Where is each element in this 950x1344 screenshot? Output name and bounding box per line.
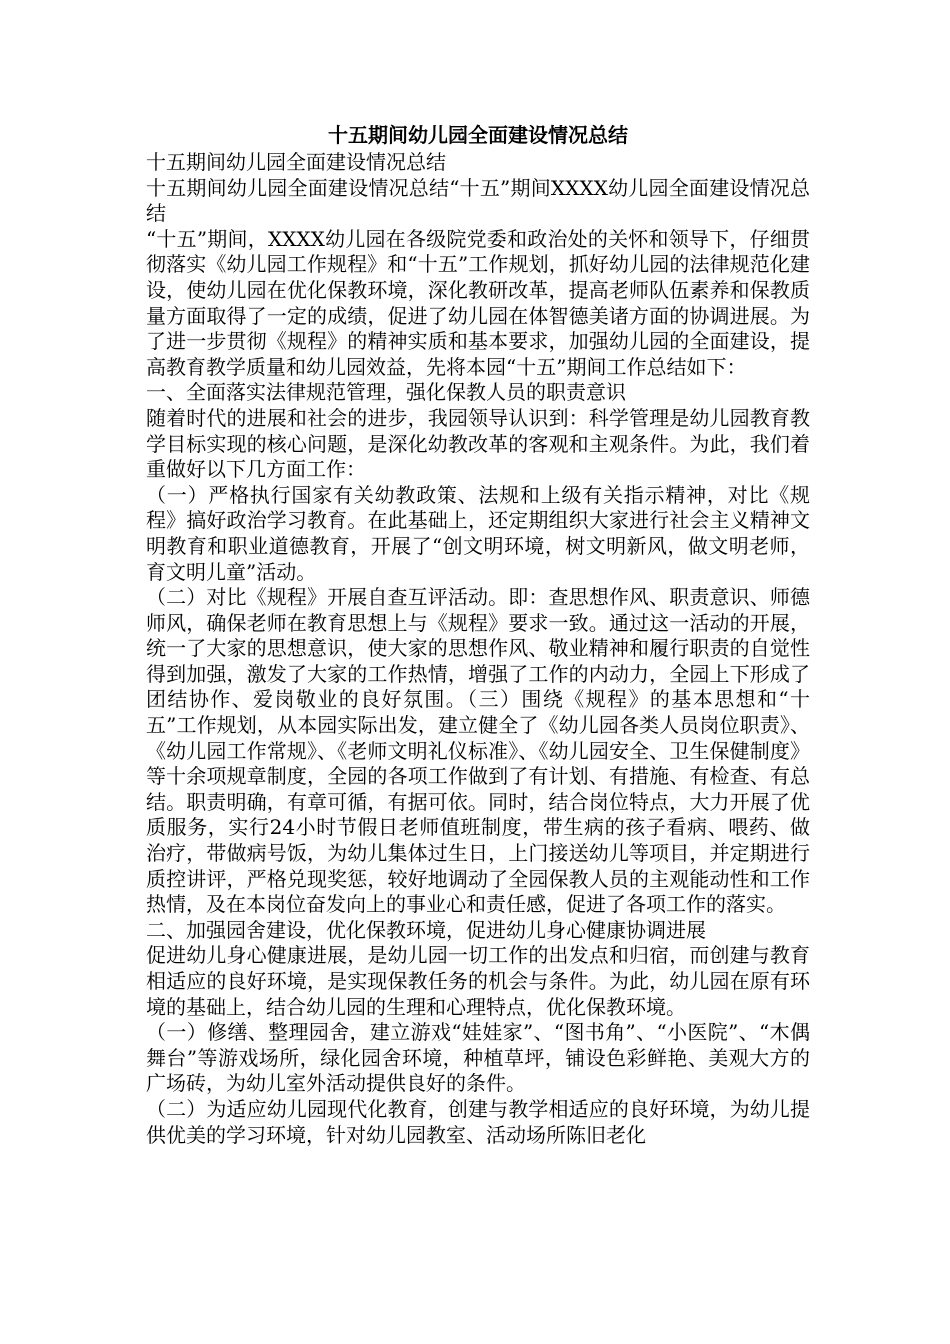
document-title: 十五期间幼儿园全面建设情况总结 xyxy=(328,123,628,147)
document-body xyxy=(146,120,810,1148)
paragraph-item-one: （一）严格执行国家有关幼教政策、法规和上级有关指示精神，对比《规程》搞好政治学习教育。在此基础上，还定期组织大家进行社会主义精神文明教育和职业道德教育，开展了“创文明环境，树文明新风，做文明老师，育文明儿童”活动。 xyxy=(146,482,810,584)
paragraph-management: 随着时代的进展和社会的进步，我园领导认识到：科学管理是幼儿园教育教学目标实现的核心问题，是深化幼教改革的客观和主观条件。为此，我们着重做好以下几方面工作： xyxy=(146,405,810,482)
paragraph-subtitle: 十五期间幼儿园全面建设情况总结 xyxy=(146,150,446,174)
paragraph-repeated-title: 十五期间幼儿园全面建设情况总结“十五”期间XXXX幼儿园全面建设情况总结 xyxy=(146,175,810,226)
paragraph-item-two-three: （二）对比《规程》开展自查互评活动。即：查思想作风、职责意识、师德师风，确保老师在教育思想上与《规程》要求一致。通过这一活动的开展，统一了大家的思想意识，使大家的思想作风、敬业精神和履行职责的自觉性得到加强，激发了大家的工作热情，增强了工作的内动力，全园上下形成了团结协作、爱岗敬业的良好氛围。（三）围绕《规程》的基本思想和“十五”工作规划，从本园实际出发，建立健全了《幼儿园各类人员岗位职责》、《幼儿园工作常规》、《老师文明礼仪标准》、《幼儿园安全、卫生保健制度》等十余项规章制度，全园的各项工作做到了有计划、有措施、有检查、有总结。职责明确，有章可循，有据可依。同时，结合岗位特点，大力开展了优质服务，实行24小时节假日老师值班制度，带生病的孩子看病、喂药、做治疗，带做病号饭，为幼儿集体过生日，上门接送幼儿等项目，并定期进行质控讲评，严格兑现奖惩，较好地调动了全园保教人员的主观能动性和工作热情，及在本岗位奋发向上的事业心和责任感，促进了各项工作的落实。 xyxy=(146,585,810,917)
paragraph-introduction: “十五”期间，XXXX幼儿园在各级院党委和政治处的关怀和领导下，仔细贯彻落实《幼儿园工作规程》和“十五”工作规划，抓好幼儿园的法律规范化建设，使幼儿园在优化保教环境，深化教研改革，提高老师队伍素养和保教质量方面取得了一定的成绩，促进了幼儿园在体智德美诸方面的协调进展。为了进一步贯彻《规程》的精神实质和基本要求，加强幼儿园的全面建设，提高教育教学质量和幼儿园效益，先将本园“十五”期间工作总结如下： xyxy=(146,226,810,379)
paragraph-environment: 促进幼儿身心健康进展，是幼儿园一切工作的出发点和归宿，而创建与教育相适应的良好环境，是实现保教任务的机会与条件。为此，幼儿园在原有环境的基础上，结合幼儿园的生理和心理特点，优化保教环境。 xyxy=(146,943,810,1019)
paragraph-renovation: （一）修缮、整理园舍，建立游戏“娃娃家”、“图书角”、“小医院”、“木偶舞台”等游戏场所，绿化园舍环境，种植草坪，铺设色彩鲜艳、美观大方的广场砖，为幼儿室外活动提供良好的条件。 xyxy=(146,1020,810,1096)
section-heading-two: 二、加强园舍建设，优化保教环境，促进幼儿身心健康协调进展 xyxy=(146,917,706,942)
paragraph-modernization: （二）为适应幼儿园现代化教育，创建与教学相适应的良好环境，为幼儿提供优美的学习环境，针对幼儿园教室、活动场所陈旧老化 xyxy=(146,1096,810,1147)
section-heading-one: 一、全面落实法律规范管理，强化保教人员的职责意识 xyxy=(146,380,626,405)
